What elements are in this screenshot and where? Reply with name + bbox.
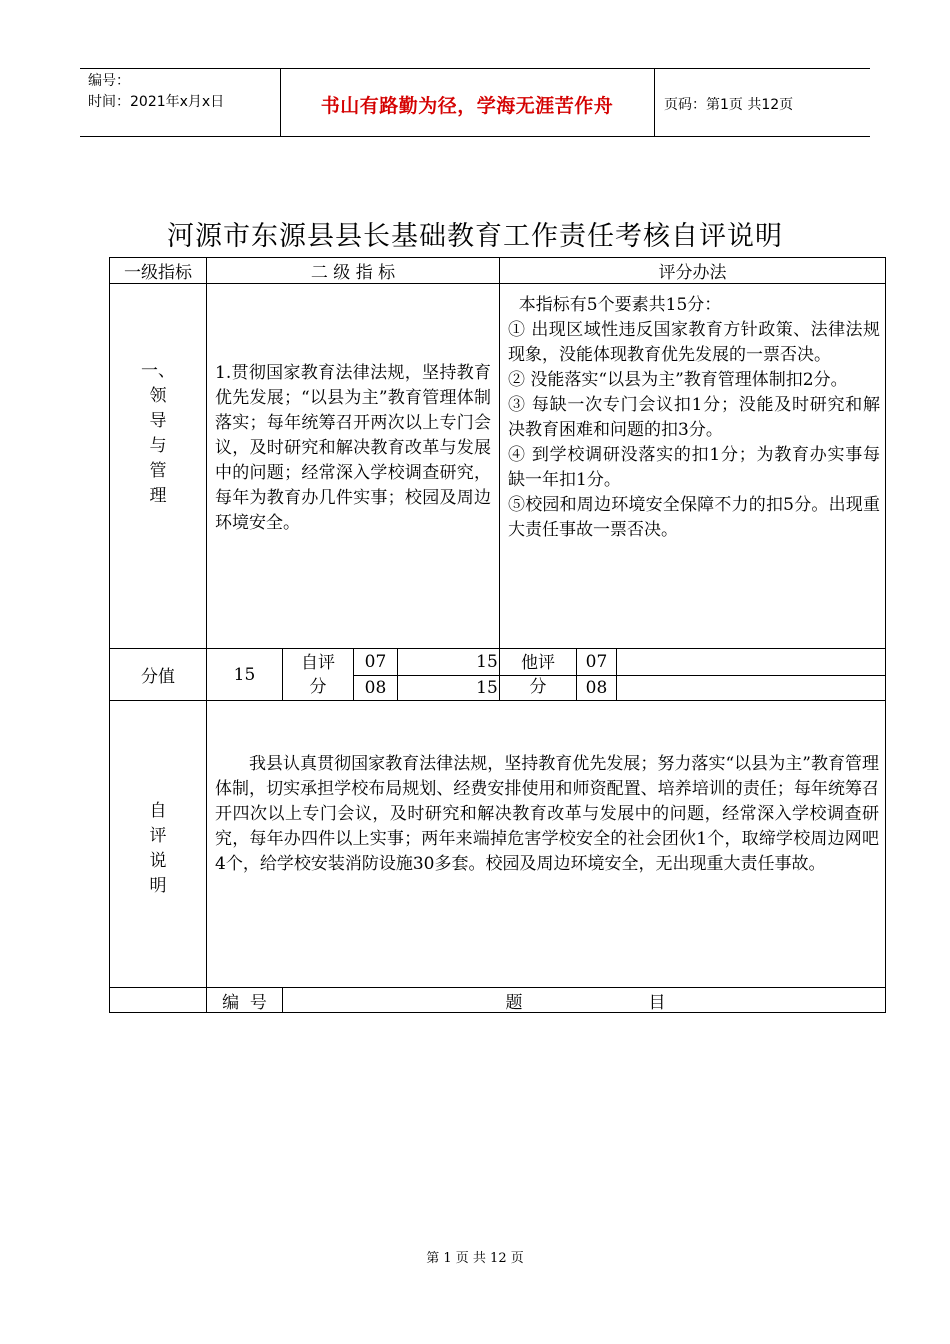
page-header (80, 68, 870, 137)
self-year-07: 07 (364, 652, 387, 672)
table-line (109, 700, 886, 701)
self-eval-label: 自 评 说 明 (149, 801, 167, 896)
header-motto: 书山有路勤为径，学海无涯苦作舟 (320, 95, 614, 117)
header-divider-right (654, 69, 655, 136)
method-item: ③ 每缺一次专门会议扣1分；没能及时研究和解决教育困难和问题的扣3分。 (508, 395, 880, 440)
self-score-08: 15 (476, 678, 498, 698)
method-item: ② 没能落实“以县为主”教育管理体制扣2分。 (508, 370, 848, 390)
header-level1: 一级指标 (124, 263, 192, 283)
scoring-method (508, 293, 880, 543)
table-line (109, 283, 886, 284)
self-eval-text: 我县认真贯彻国家教育法律法规，坚持教育优先发展；努力落实“以县为主”教育管理体制，切实承担学校布局规划、经费安排使用和师资配置、培养培训的责任；每年统筹召开四次以上专门会议，及时研究和解决教育改革与发展中的问题，经常深入学校调查研究，每年办四件以上实事；两年来端掉危害学校安全的社会团伙1个，取缔学校周边网吧4个，给学校安装消防设施30多套。校园及周边环境安全，无出现重大责任事故。 (215, 754, 879, 874)
document-title: 河源市东源县县长基础教育工作责任考核自评说明 (167, 221, 783, 252)
other-year-08: 08 (585, 678, 608, 698)
page-footer: 第 1 页 共 12 页 (426, 1251, 524, 1266)
self-year-08: 08 (364, 678, 387, 698)
evaluation-table (109, 257, 886, 1013)
table-line (206, 257, 207, 1013)
self-score-label: 自评 分 (301, 653, 335, 697)
method-item: ① 出现区域性违反国家教育方针政策、法律法规现象，没能体现教育优先发展的一票否决。 (508, 320, 880, 365)
table-line (885, 257, 886, 1013)
header-left (88, 71, 224, 113)
table-line (282, 987, 283, 1013)
method-item: ④ 到学校调研没落实的扣1分；为教育办实事每缺一年扣1分。 (508, 445, 880, 490)
header-method: 评分办法 (658, 263, 727, 283)
method-intro: 本指标有5个要素共15分： (508, 295, 722, 315)
other-score-label: 他评 分 (521, 653, 555, 697)
indicator-text: 1.贯彻国家教育法律法规，坚持教育优先发展；“以县为主”教育管理体制落实；每年统筹召开两次以上专门会议，及时研究和解决教育改革与发展中的问题；经常深入学校调查研究，每年为教育办几件实事；校园及周边环境安全。 (215, 363, 491, 533)
score-label: 分值 (141, 667, 175, 687)
time-label: 时间：2021年x月x日 (88, 94, 225, 110)
score-value: 15 (233, 664, 256, 685)
number-header: 编 号 (222, 993, 267, 1013)
method-item: ⑤校园和周边环境安全保障不力的扣5分。出现重大责任事故一票否决。 (508, 495, 880, 540)
category-label: 一、 领 导 与 管 理 (141, 361, 175, 506)
topic-header-1: 题 (505, 993, 523, 1013)
number-label: 编号： (88, 73, 130, 89)
header-level2: 二 级 指 标 (310, 263, 396, 283)
header-page-info: 页码：第1页 共12页 (664, 97, 794, 113)
table-line (499, 257, 500, 700)
self-score-07: 15 (476, 652, 498, 672)
other-year-07: 07 (585, 652, 608, 672)
table-line (616, 648, 617, 700)
topic-header-2: 目 (648, 993, 666, 1013)
